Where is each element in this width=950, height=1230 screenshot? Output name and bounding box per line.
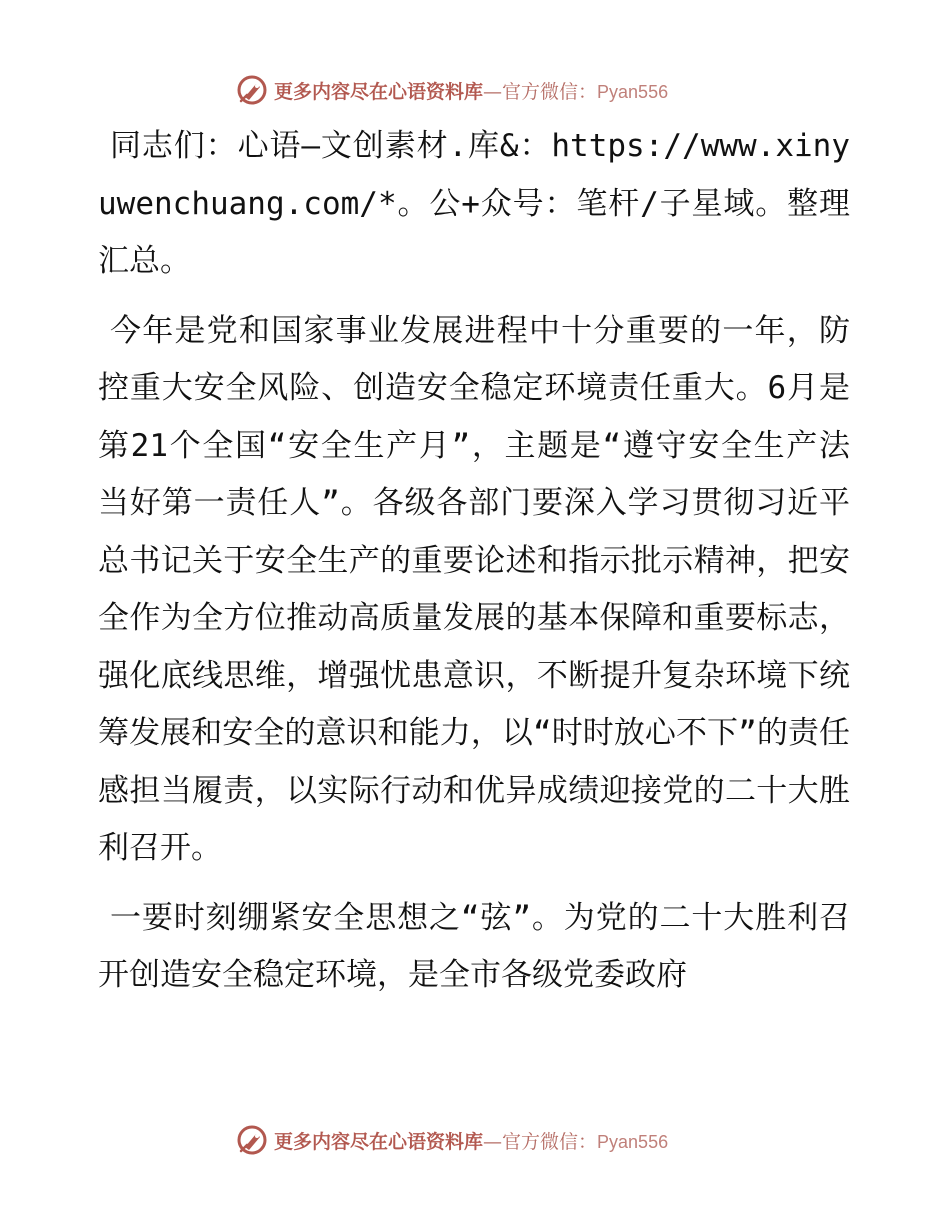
footer-banner-dash: — xyxy=(483,1130,503,1153)
header-banner-text xyxy=(274,77,668,104)
footer-banner-handle: Pyan556 xyxy=(597,1131,669,1152)
header-banner-main: 更多内容尽在心语资料库 xyxy=(274,80,484,103)
pen-nib-icon xyxy=(236,1124,268,1156)
document-body xyxy=(98,118,850,1005)
paragraph-greeting: 同志们：心语—文创素材.库&：https://www.xinyuwenchuang.com/*。公+众号：笔杆/子星域。整理汇总。 xyxy=(98,128,850,279)
footer-banner-main: 更多内容尽在心语资料库 xyxy=(274,1130,484,1153)
footer-banner xyxy=(236,1124,756,1156)
header-banner-handle: Pyan556 xyxy=(597,81,669,102)
paragraph-point-one: 一要时刻绷紧安全思想之“弦”。为党的二十大胜利召开创造安全稳定环境，是全市各级党委政府 xyxy=(98,899,850,993)
pen-nib-icon xyxy=(236,74,268,106)
paragraph-intro: 今年是党和国家事业发展进程中十分重要的一年，防控重大安全风险、创造安全稳定环境责任重大。6月是第21个全国“安全生产月”，主题是“遵守安全生产法 当好第一责任人”。各级各部门要深入学习贯彻习近平总书记关于安全生产的重要论述和指示批示精神，把安全作为全方位推动高质量发展的基本保障和重要标志，强化底线思维，增强忧患意识，不断提升复杂环境下统筹发展和安全的意识和能力，以“时时放心不下”的责任感担当履责，以实际行动和优异成绩迎接党的二十大胜利召开。 xyxy=(98,312,850,866)
footer-banner-text xyxy=(274,1127,668,1154)
footer-banner-wechat: 官方微信： xyxy=(502,1130,598,1153)
header-banner xyxy=(236,74,756,106)
header-banner-dash: — xyxy=(483,80,503,103)
header-banner-wechat: 官方微信： xyxy=(502,80,598,103)
